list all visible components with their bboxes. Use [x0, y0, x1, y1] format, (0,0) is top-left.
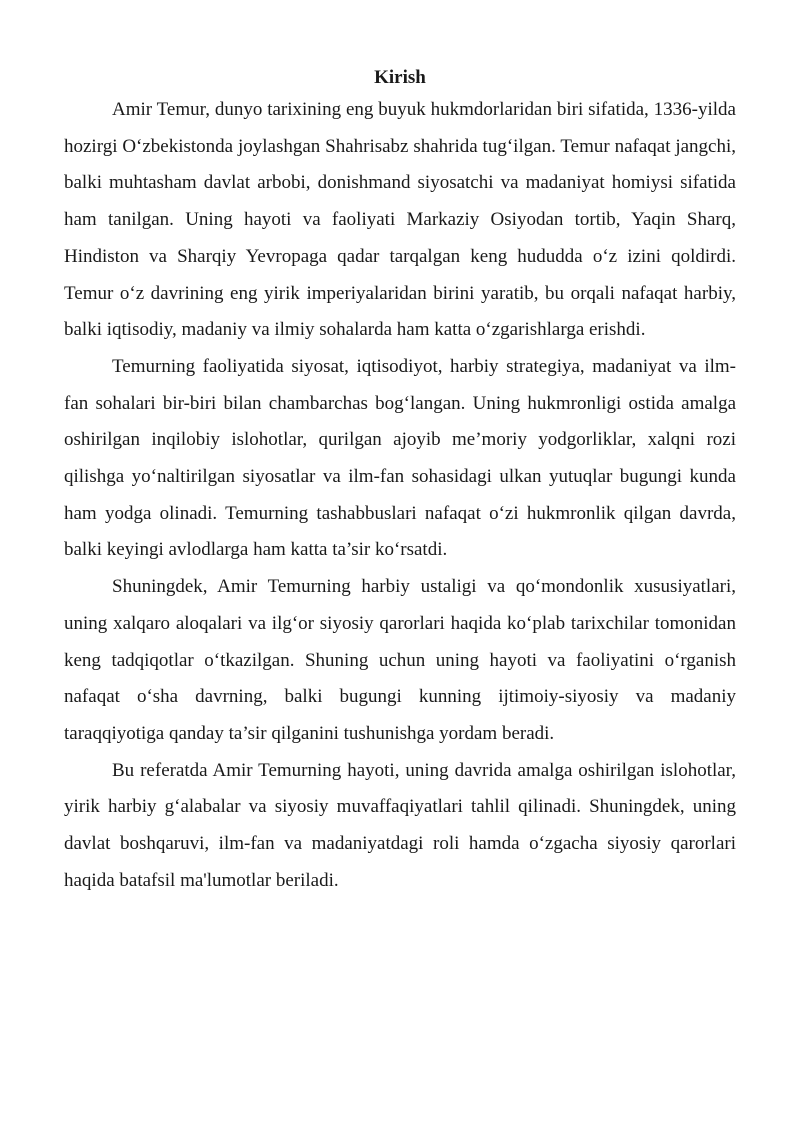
page-title: Kirish [374, 67, 426, 88]
paragraph-1: Amir Temur, dunyo tarixining eng buyuk hukmdorlaridan biri sifatida, 1336-yilda hozirgi O‘zbekistonda joylashgan Shahrisabz shahrida tug‘ilgan. Temur nafaqat jangchi, balki muhtasham davlat arbobi, donishmand siyosatchi va madaniyat homiysi sifatida ham tanilgan. Uning hayoti va faoliyati Markaziy Osiyodan tortib, Yaqin Sharq, Hindiston va Sharqiy Yevropaga qadar tarqalgan keng hududda o‘z izini qoldirdi. Temur o‘z davrining eng yirik imperiyalaridan birini yaratib, bu orqali nafaqat harbiy, balki iqtisodiy, madaniy va ilmiy sohalarda ham katta o‘zgarishlarga erishdi. [64, 99, 736, 341]
document-body [64, 64, 736, 899]
paragraph-4: Bu referatda Amir Temurning hayoti, uning davrida amalga oshirilgan islohotlar, yirik harbiy g‘alabalar va siyosiy muvaffaqiyatlari tahlil qilinadi. Shuningdek, uning davlat boshqaruvi, ilm-fan va madaniyatdagi roli hamda o‘zgacha siyosiy qarorlari haqida batafsil ma'lumotlar beriladi. [64, 759, 736, 891]
paragraph-3: Shuningdek, Amir Temurning harbiy ustaligi va qo‘mondonlik xususiyatlari, uning xalqaro aloqalari va ilg‘or siyosiy qarorlari haqida ko‘plab tarixchilar tomonidan keng tadqiqotlar o‘tkazilgan. Shuning uchun uning hayoti va faoliyatini o‘rganish nafaqat o‘sha davrning, balki bugungi kunning ijtimoiy-siyosiy va madaniy taraqqiyotiga qanday ta’sir qilganini tushunishga yordam beradi. [64, 576, 736, 744]
paragraph-2: Temurning faoliyatida siyosat, iqtisodiyot, harbiy strategiya, madaniyat va ilm-fan sohalari bir-biri bilan chambarchas bog‘langan. Uning hukmronligi ostida amalga oshirilgan inqilobiy islohotlar, qurilgan ajoyib me’moriy yodgorliklar, xalqni rozi qilishga yo‘naltirilgan siyosatlar va ilm-fan sohasidagi ulkan yutuqlar bugungi kunda ham yodga olinadi. Temurning tashabbuslari nafaqat o‘zi hukmronlik qilgan davrda, balki keyingi avlodlarga ham katta ta’sir ko‘rsatdi. [64, 355, 736, 561]
